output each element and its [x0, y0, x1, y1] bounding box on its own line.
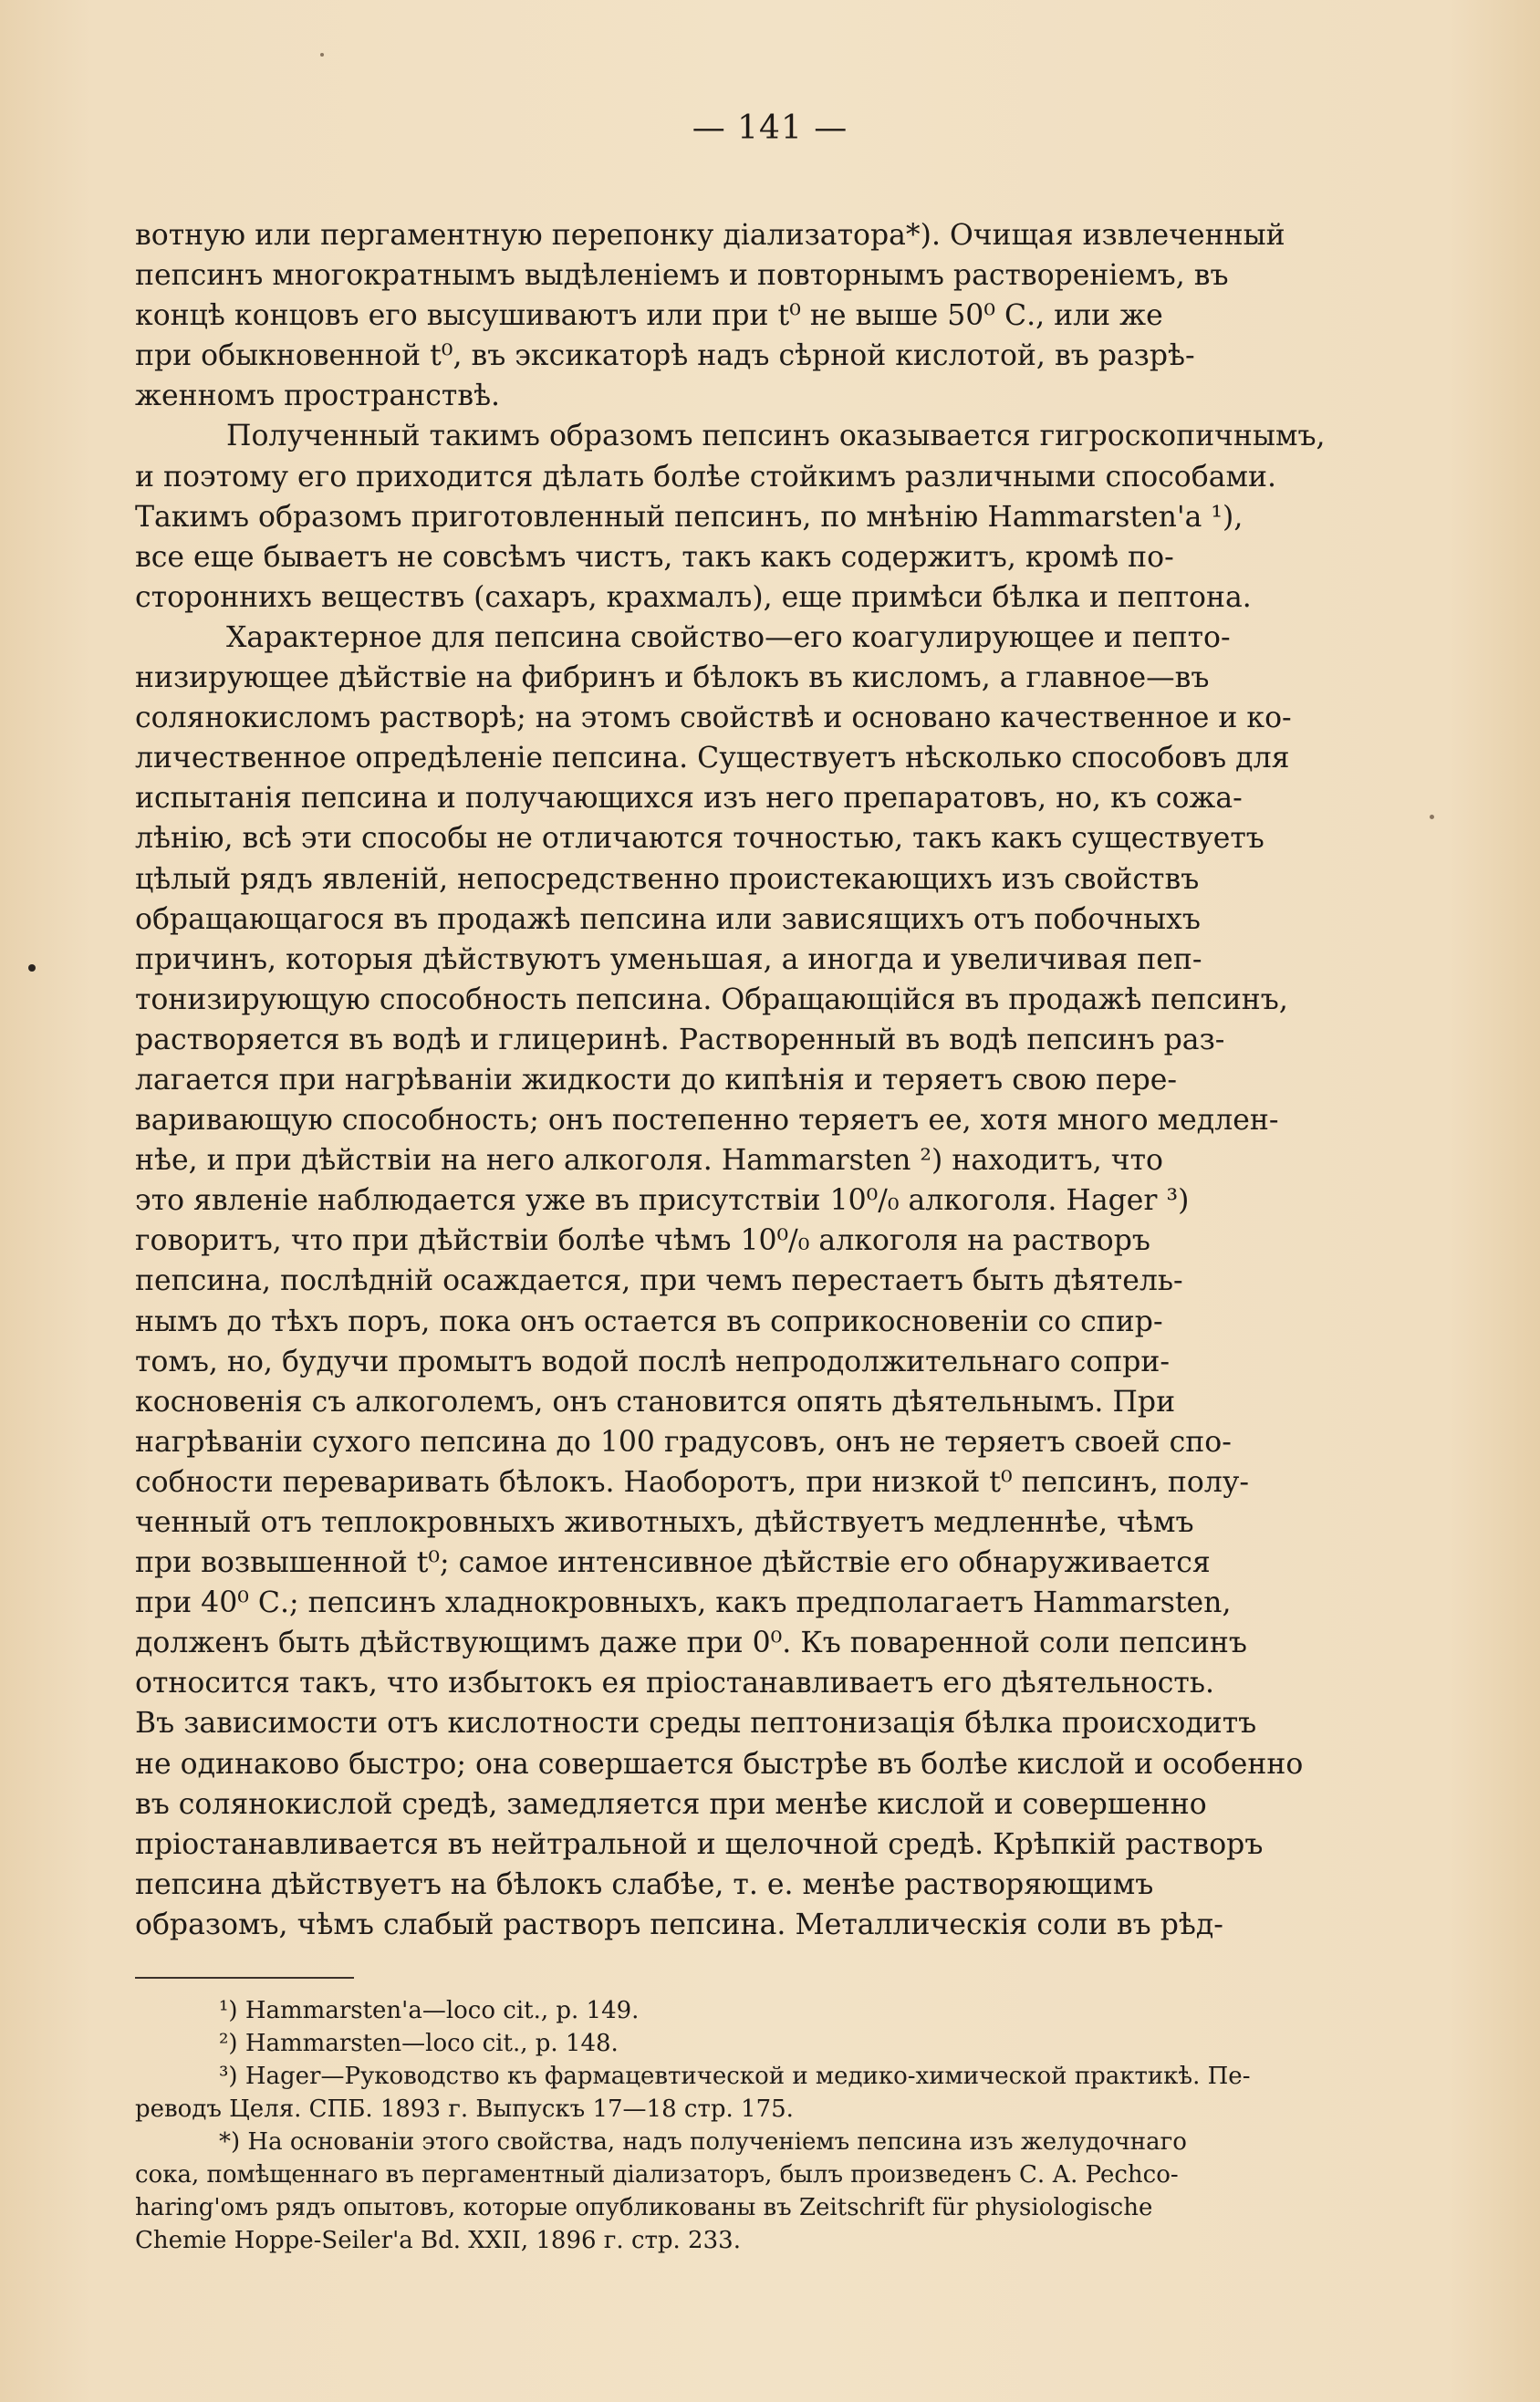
text-line: нагрѣваніи сухого пепсина до 100 градусовъ, онъ не теряетъ своей спо- — [135, 1425, 1232, 1459]
text-line: обращающагося въ продажѣ пепсина или зависящихъ отъ побочныхъ — [135, 902, 1201, 936]
text-line: Характерное для пепсина свойство—его коагулирующее и пепто- — [226, 620, 1231, 654]
text-line: низирующее дѣйствіе на фибринъ и бѣлокъ въ кисломъ, а главное—въ — [135, 661, 1210, 695]
text-line: варивающую способность; онъ постепенно теряетъ ее, хотя много медлен- — [135, 1104, 1279, 1138]
text-line: пріостанавливается въ нейтральной и щелочной средѣ. Крѣпкій растворъ — [135, 1827, 1264, 1861]
text-line: при возвышенной t⁰; самое интенсивное дѣйствіе его обнаруживается — [135, 1546, 1211, 1580]
text-line: личественное опредѣленіе пепсина. Существуетъ нѣсколько способовъ для — [135, 742, 1290, 775]
text-line: причинъ, которыя дѣйствуютъ уменьшая, а иногда и увеличивая пеп- — [135, 942, 1202, 976]
text-line: солянокисломъ растворѣ; на этомъ свойствѣ и основано качественное и ко- — [135, 702, 1292, 735]
footnote-line: реводъ Целя. СПБ. 1893 г. Выпускъ 17—18 стр. 175. — [135, 2095, 794, 2123]
footnote-line: *) На основаніи этого свойства, надъ полученіемъ пепсина изъ желудочнаго — [219, 2128, 1187, 2156]
text-line: испытанія пепсина и получающихся изъ него препаратовъ, но, къ сожа- — [135, 782, 1243, 816]
text-line: все еще бываетъ не совсѣмъ чистъ, такъ какъ содержитъ, кромѣ по- — [135, 540, 1174, 574]
text-line: нѣе, и при дѣйствіи на него алкоголя. Hammarsten ²) находитъ, что — [135, 1144, 1163, 1178]
text-line: собности переваривать бѣлокъ. Наоборотъ, при низкой t⁰ пепсинъ, полу- — [135, 1465, 1250, 1499]
page-number: — 141 — — [692, 109, 848, 147]
paper-speck — [1430, 815, 1434, 819]
footnote-divider — [135, 1977, 354, 1979]
text-line: въ солянокислой средѣ, замедляется при менѣе кислой и совершенно — [135, 1787, 1207, 1821]
text-line: тонизирующую способность пепсина. Обращающійся въ продажѣ пепсинъ, — [135, 983, 1288, 1016]
text-line: пепсина дѣйствуетъ на бѣлокъ слабѣе, т. е. менѣе растворяющимъ — [135, 1867, 1154, 1901]
text-line: это явленіе наблюдается уже въ присутствіи 10⁰/₀ алкоголя. Hager ³) — [135, 1184, 1190, 1218]
text-line: концѣ концовъ его высушиваютъ или при t⁰ не выше 50⁰ С., или же — [135, 299, 1163, 333]
footnotes — [135, 1994, 1405, 2257]
text-line: лагается при нагрѣваніи жидкости до кипѣнія и теряетъ свою пере- — [135, 1063, 1178, 1097]
text-line: нымъ до тѣхъ поръ, пока онъ остается въ соприкосновеніи со спир- — [135, 1305, 1163, 1338]
text-line: и поэтому его приходится дѣлать болѣе стойкимъ различными способами. — [135, 460, 1277, 494]
text-line: косновенія съ алкоголемъ, онъ становится опять дѣятельнымъ. При — [135, 1385, 1176, 1419]
footnote-line: сока, помѣщеннаго въ пергаментный діализаторъ, былъ произведенъ С. А. Pechco- — [135, 2161, 1179, 2189]
text-line: томъ, но, будучи промытъ водой послѣ непродолжительнаго сопри- — [135, 1345, 1171, 1378]
margin-mark — [28, 964, 36, 972]
text-line: образомъ, чѣмъ слабый растворъ пепсина. Металлическія соли въ рѣд- — [135, 1908, 1223, 1941]
text-line: при обыкновенной t⁰, въ эксикаторѣ надъ сѣрной кислотой, въ разрѣ- — [135, 339, 1195, 373]
text-line: пепсинъ многократнымъ выдѣленіемъ и повторнымъ раствореніемъ, въ — [135, 259, 1229, 293]
footnote-line: haring'омъ рядъ опытовъ, которые опубликованы въ Zeitschrift für physiologische — [135, 2194, 1153, 2221]
text-line: ченный отъ теплокровныхъ животныхъ, дѣйствуетъ медленнѣе, чѣмъ — [135, 1506, 1194, 1539]
text-line: долженъ быть дѣйствующимъ даже при 0⁰. Къ поваренной соли пепсинъ — [135, 1627, 1247, 1660]
text-line: Въ зависимости отъ кислотности среды пептонизація бѣлка происходитъ — [135, 1707, 1257, 1741]
text-line: пепсина, послѣдній осаждается, при чемъ перестаетъ быть дѣятель- — [135, 1264, 1183, 1298]
text-line: не одинаково быстро; она совершается быстрѣе въ болѣе кислой и особенно — [135, 1747, 1304, 1781]
text-line: Такимъ образомъ приготовленный пепсинъ, по мнѣнію Hammarsten'а ¹), — [135, 500, 1243, 534]
text-line: стороннихъ веществъ (сахаръ, крахмалъ), еще примѣси бѣлка и пептона. — [135, 580, 1252, 614]
text-line: при 40⁰ С.; пепсинъ хладнокровныхъ, какъ предполагаетъ Hammarsten, — [135, 1586, 1232, 1620]
footnote-line: ¹) Hammarsten'а—loco cit., p. 149. — [219, 1997, 640, 2024]
text-line: Полученный такимъ образомъ пепсинъ оказывается гигроскопичнымъ, — [226, 420, 1326, 453]
text-line: вотную или пергаментную перепонку діализатора*). Очищая извлеченный — [135, 219, 1285, 252]
footnote-line: ²) Hammarsten—loco cit., p. 148. — [219, 2030, 619, 2057]
text-line: растворяется въ водѣ и глицеринѣ. Растворенный въ водѣ пепсинъ раз- — [135, 1023, 1225, 1056]
footnote-line: ³) Hager—Руководство къ фармацевтической и медико-химической практикѣ. Пе- — [219, 2063, 1251, 2090]
text-line: лѣнію, всѣ эти способы не отличаются точностью, такъ какъ существуетъ — [135, 822, 1264, 856]
text-line: женномъ пространствѣ. — [135, 380, 501, 413]
footnote-line: Chemie Hoppe-Seiler'а Bd. XXII, 1896 г. стр. 233. — [135, 2227, 741, 2254]
text-line: говоритъ, что при дѣйствіи болѣе чѣмъ 10⁰/₀ алкоголя на растворъ — [135, 1224, 1150, 1258]
text-line: относится такъ, что избытокъ ея пріостанавливаетъ его дѣятельность. — [135, 1667, 1215, 1700]
main-text — [135, 215, 1405, 1945]
paper-speck — [320, 53, 324, 57]
text-line: цѣлый рядъ явленій, непосредственно проистекающихъ изъ свойствъ — [135, 862, 1200, 896]
